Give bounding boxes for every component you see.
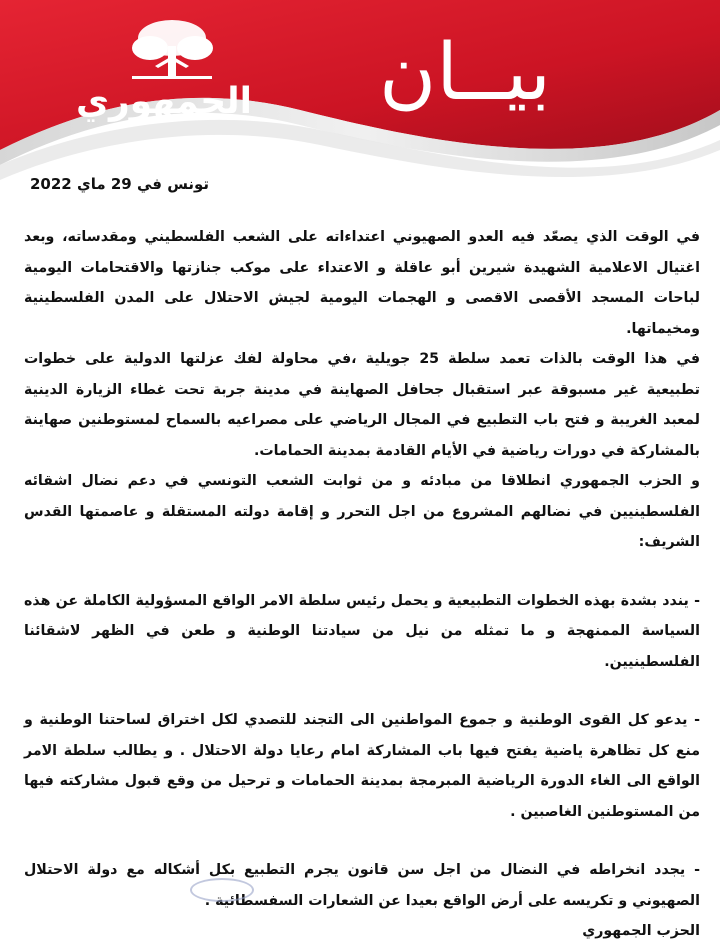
statement-body — [24, 222, 700, 947]
logo — [76, 12, 252, 132]
signature: الحزب الجمهوري — [582, 923, 700, 939]
paragraph-2: في هذا الوقت بالذات تعمد سلطة 25 جويلية ،في محاولة لفك عزلتها الدولية على خطوات تطبيعية غير مسبوقة عبر استقبال جحافل الصهاينة في مدينة جربة تحت غطاء الزيارة الدينية لمعبد الغريبة و فتح باب التطبيع في المجال الرياضي على مصراعيه بالسماح لمستوطنين صهاينة بالمشاركة في دورات رياضية في الأيام القادمة بمدينة الحمامات. — [24, 351, 700, 459]
stamp — [190, 878, 254, 902]
header-banner — [0, 0, 720, 200]
paragraph-3: و الحزب الجمهوري انطلاقا من مبادئه و من ثوابت الشعب التونسي في دعم نضال اشقائه الفلسطينيين في نضالهم المشروع من اجل التحرر و إقامة دولته المستقلة و عاصمتها القدس الشريف: — [24, 473, 700, 550]
date-line: تونس في 29 ماي 2022 — [30, 175, 210, 193]
point-3: - يجدد انخراطه في النضال من اجل سن قانون يجرم التطبيع بكل أشكاله مع دولة الاحتلال الصهيوني و تكريسه على أرض الواقع بعيدا عن الشعارات السفسطائية . — [24, 862, 700, 909]
page-title: بيــان — [379, 28, 551, 118]
paragraph-1: في الوقت الذي يصعّد فيه العدو الصهيوني اعتداءاته على الشعب الفلسطيني ومقدساته، وبعد اغتيال الاعلامية الشهيدة شيرين أبو عاقلة و الاعتداء على موكب جنازتها والاقتحامات اليومية لباحات المسجد الأقصى الاقصى و الهجمات اليومية لجيش الاحتلال على المدن الفلسطينية ومخيماتها. — [24, 229, 700, 337]
spacer — [24, 677, 700, 705]
point-2: - يدعو كل القوى الوطنية و جموع المواطنين الى التجند للتصدي لكل اختراق لساحتنا الوطنية و منع كل تظاهرة ياضية يفتح فيها باب المشاركة امام رعايا دولة الاحتلال . و يطالب سلطة الامر الواقع الى الغاء الدورة الرياضية المبرمجة بمدينة الحمامات و ترحيل من وقع قبول مشاركته فيها من المستوطنين الغاصبين . — [24, 712, 700, 820]
spacer — [24, 827, 700, 855]
spacer — [24, 558, 700, 586]
point-1: - يندد بشدة بهذه الخطوات التطبيعية و يحمل رئيس سلطة الامر الواقع المسؤولية الكاملة عن هذه السياسة الممنهجة و ما تمثله من نيل من سيادتنا الوطنية و طعن في الظهر لاشقائنا الفلسطينيين. — [24, 592, 700, 670]
logo-text: الجمهوري — [76, 81, 252, 122]
